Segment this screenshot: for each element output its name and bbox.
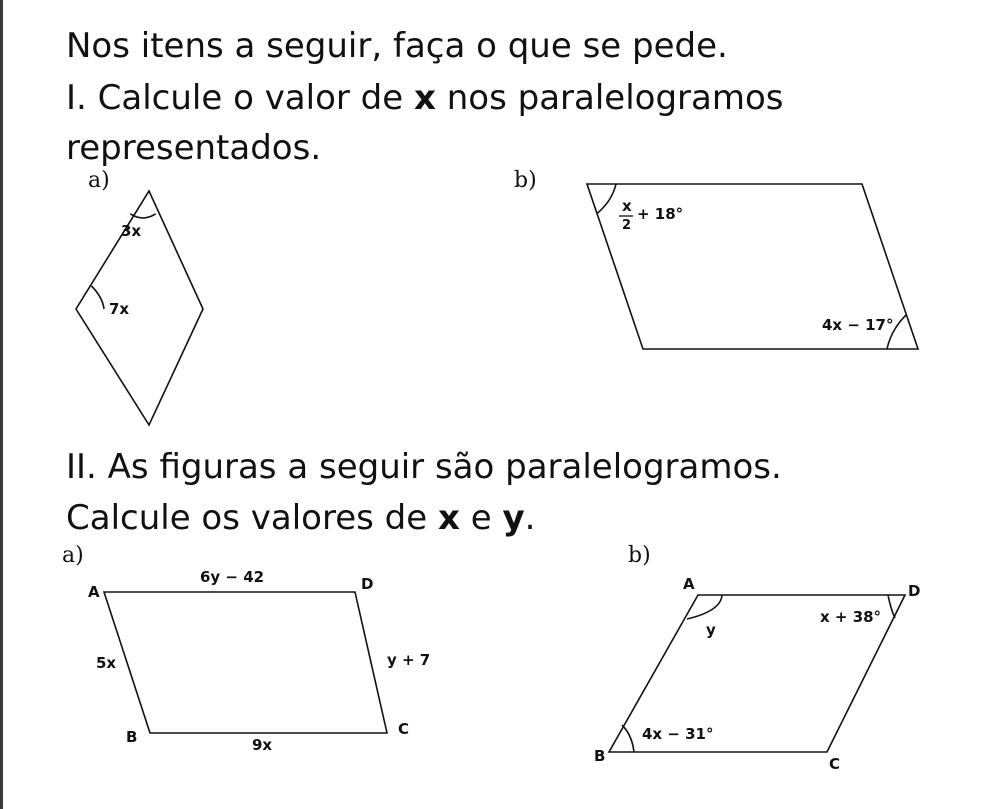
part2-b-angle-b-arc	[622, 725, 634, 752]
part2-b-angle-d-arc	[888, 595, 895, 618]
part1-b-angle-tl-arc	[597, 184, 616, 214]
part2-text-pre: Calcule os valores de	[66, 498, 438, 538]
part2-b-label: b)	[628, 543, 651, 568]
part2-a-parallelogram	[104, 592, 387, 733]
part1-b-label: b)	[514, 168, 537, 193]
part2-b-angle-b-label: 4x − 31°	[642, 725, 714, 743]
part1-var-x: x	[414, 78, 436, 118]
part2-text-mid: e	[459, 498, 503, 538]
part2-b-angle-a-arc	[687, 595, 722, 619]
part1-b-angle-tl-label: + 18°	[637, 205, 684, 223]
part2-a-side-left: 5x	[96, 654, 117, 672]
part1-a-angle-left-label: 7x	[109, 300, 130, 318]
part1-text-post: nos paralelogramos	[435, 78, 784, 118]
part1-b-angle-br-label: 4x − 17°	[822, 316, 894, 334]
part2-line1: II. As figuras a seguir são paralelogramos.	[66, 447, 782, 487]
part1-line2: representados.	[66, 128, 322, 168]
part2-a-label: a)	[62, 543, 84, 568]
part2-a-vertex-b: B	[126, 728, 138, 746]
part2-b-angle-d-label: x + 38°	[820, 608, 882, 626]
part2-a-side-right: y + 7	[387, 651, 431, 669]
part2-a-vertex-c: C	[398, 720, 410, 738]
part2-a-vertex-a: A	[88, 583, 100, 601]
part1-b-frac-num: x	[622, 197, 632, 215]
part1-a-angle-top-label: 3x	[121, 222, 142, 240]
part1-a-angle-left-arc	[92, 286, 105, 309]
part2-var-y: y	[502, 498, 525, 538]
part2-a-side-bottom: 9x	[252, 736, 273, 754]
part2-a-side-top: 6y − 42	[200, 568, 265, 586]
intro-text: Nos itens a seguir, faça o que se pede.	[66, 26, 728, 66]
part2-var-x: x	[437, 498, 460, 538]
part2-a-vertex-d: D	[361, 575, 374, 593]
part1-b-frac-den: 2	[622, 218, 632, 233]
part1-text-pre: I. Calcule o valor de	[66, 78, 414, 118]
part2-b-vertex-d: D	[908, 582, 921, 600]
part2-b-vertex-b: B	[594, 747, 606, 765]
part2-b-vertex-a: A	[683, 575, 695, 593]
part2-b-angle-a-label: y	[706, 621, 716, 639]
part2-b-vertex-c: C	[829, 755, 841, 773]
part2-text-post: .	[524, 498, 536, 538]
part1-a-label: a)	[88, 168, 110, 193]
